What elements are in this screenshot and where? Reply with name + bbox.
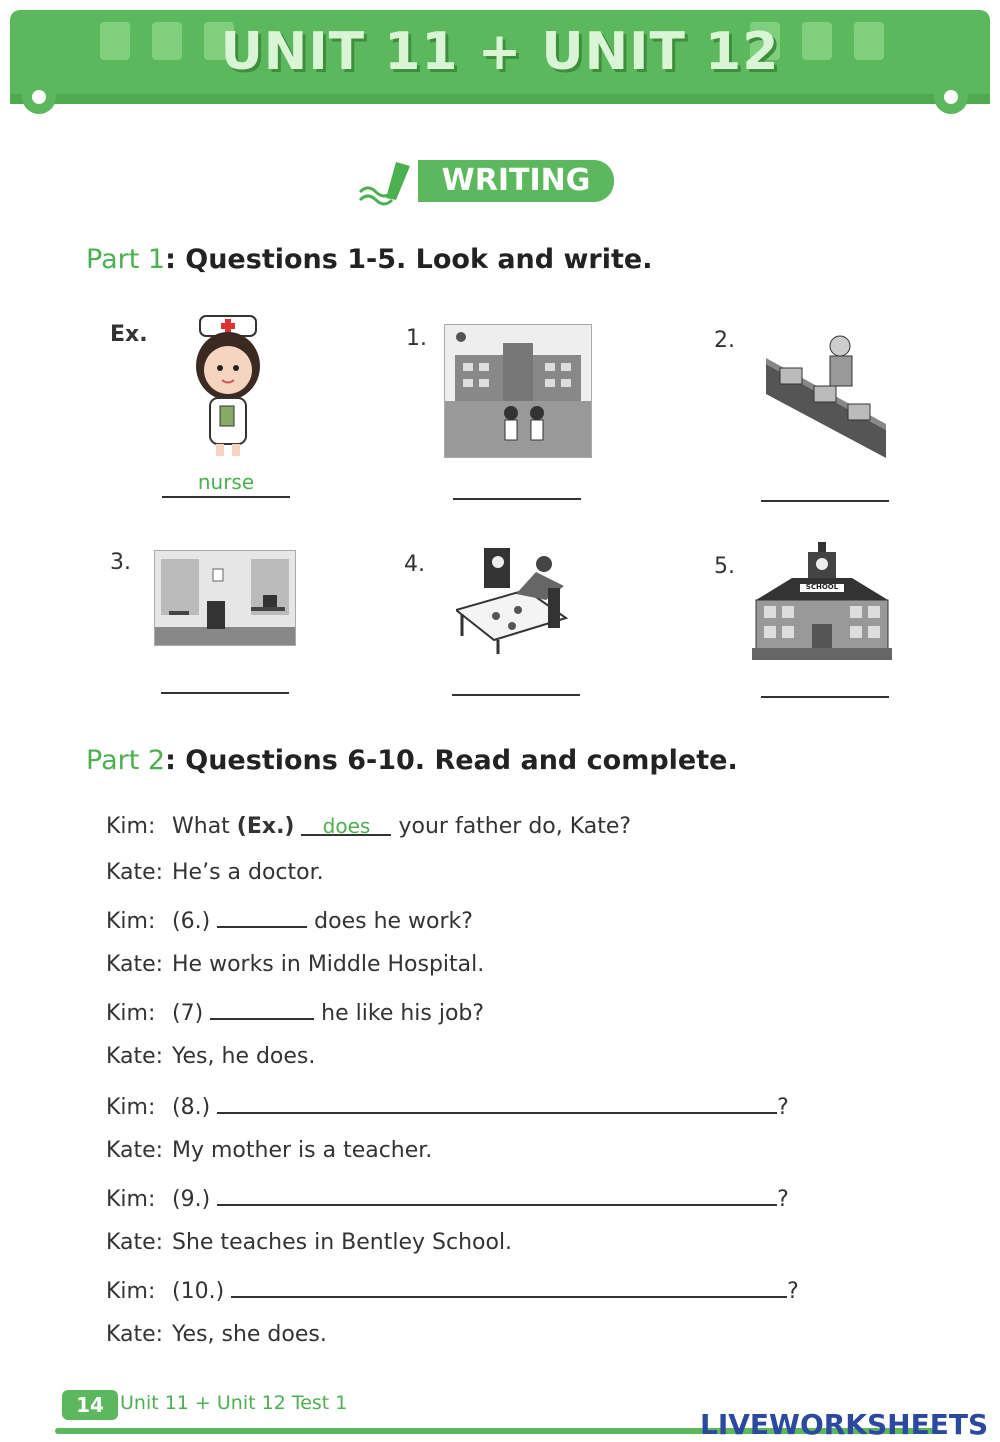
pencil-icon	[356, 158, 420, 206]
header-banner-base	[10, 94, 990, 104]
answer-blank-7[interactable]	[210, 998, 314, 1020]
factory-worker-image	[766, 334, 888, 458]
part1-title	[86, 244, 652, 275]
answer-line[interactable]	[161, 692, 289, 694]
part1-instruction: : Questions 1-5. Look and write.	[165, 244, 653, 275]
footer-text: Unit 11 + Unit 12 Test 1	[120, 1392, 348, 1414]
item-3-number: 3.	[110, 550, 131, 575]
dialogue-line: Kate: My mother is a teacher.	[106, 1138, 433, 1163]
wheel-icon	[934, 80, 968, 114]
answer-line[interactable]	[761, 696, 889, 698]
answer-line[interactable]	[452, 694, 580, 696]
dialogue-line: Kim: (10.) ?	[106, 1276, 799, 1304]
answer-line[interactable]	[761, 500, 889, 502]
speaker: Kim:	[106, 814, 156, 839]
example-answer: nurse	[197, 470, 255, 494]
making-bed-image	[456, 544, 578, 656]
dialogue-line: Kim: (8.) ?	[106, 1092, 789, 1120]
liveworksheets-watermark: LIVEWORKSHEETS	[700, 1408, 989, 1441]
dialogue-line: Kim: What (Ex.) does your father do, Kate?	[106, 814, 632, 839]
dialogue-line: Kate: Yes, he does.	[106, 1044, 316, 1069]
example-answer-blank: does	[301, 814, 391, 836]
dialogue-line: Kim: (6.) does he work?	[106, 906, 473, 934]
dialogue-line: Kate: He’s a doctor.	[106, 860, 324, 885]
office-image	[154, 550, 296, 646]
item-4-number: 4.	[404, 552, 425, 577]
dialogue-line: Kim: (9.) ?	[106, 1184, 789, 1212]
section-title: WRITING	[441, 163, 591, 198]
answer-blank-10[interactable]	[231, 1276, 787, 1298]
nurse-image	[186, 310, 270, 460]
answer-blank-6[interactable]	[217, 906, 307, 928]
school-sign: SCHOOL	[805, 583, 839, 591]
dialogue-line: Kim: (7) he like his job?	[106, 998, 484, 1026]
dialogue-line: Kate: He works in Middle Hospital.	[106, 952, 485, 977]
answer-line	[162, 496, 290, 498]
page-number: 14	[62, 1390, 118, 1420]
item-5-number: 5.	[714, 554, 735, 579]
example-label: Ex.	[110, 322, 148, 347]
page-title: UNIT 11 + UNIT 12	[220, 22, 780, 82]
school-building-image	[752, 540, 892, 662]
answer-blank-8[interactable]	[217, 1092, 777, 1114]
part2-instruction: : Questions 6-10. Read and complete.	[165, 745, 738, 776]
part1-label: Part 1	[86, 244, 166, 275]
item-1-number: 1.	[406, 326, 427, 351]
wheel-icon	[22, 80, 56, 114]
dialogue-line: Kate: Yes, she does.	[106, 1322, 327, 1347]
school-kids-image	[444, 324, 592, 458]
dialogue-line: Kate: She teaches in Bentley School.	[106, 1230, 513, 1255]
part2-label: Part 2	[86, 745, 166, 776]
part2-title	[86, 745, 738, 776]
item-2-number: 2.	[714, 328, 735, 353]
answer-blank-9[interactable]	[217, 1184, 777, 1206]
answer-line[interactable]	[453, 498, 581, 500]
